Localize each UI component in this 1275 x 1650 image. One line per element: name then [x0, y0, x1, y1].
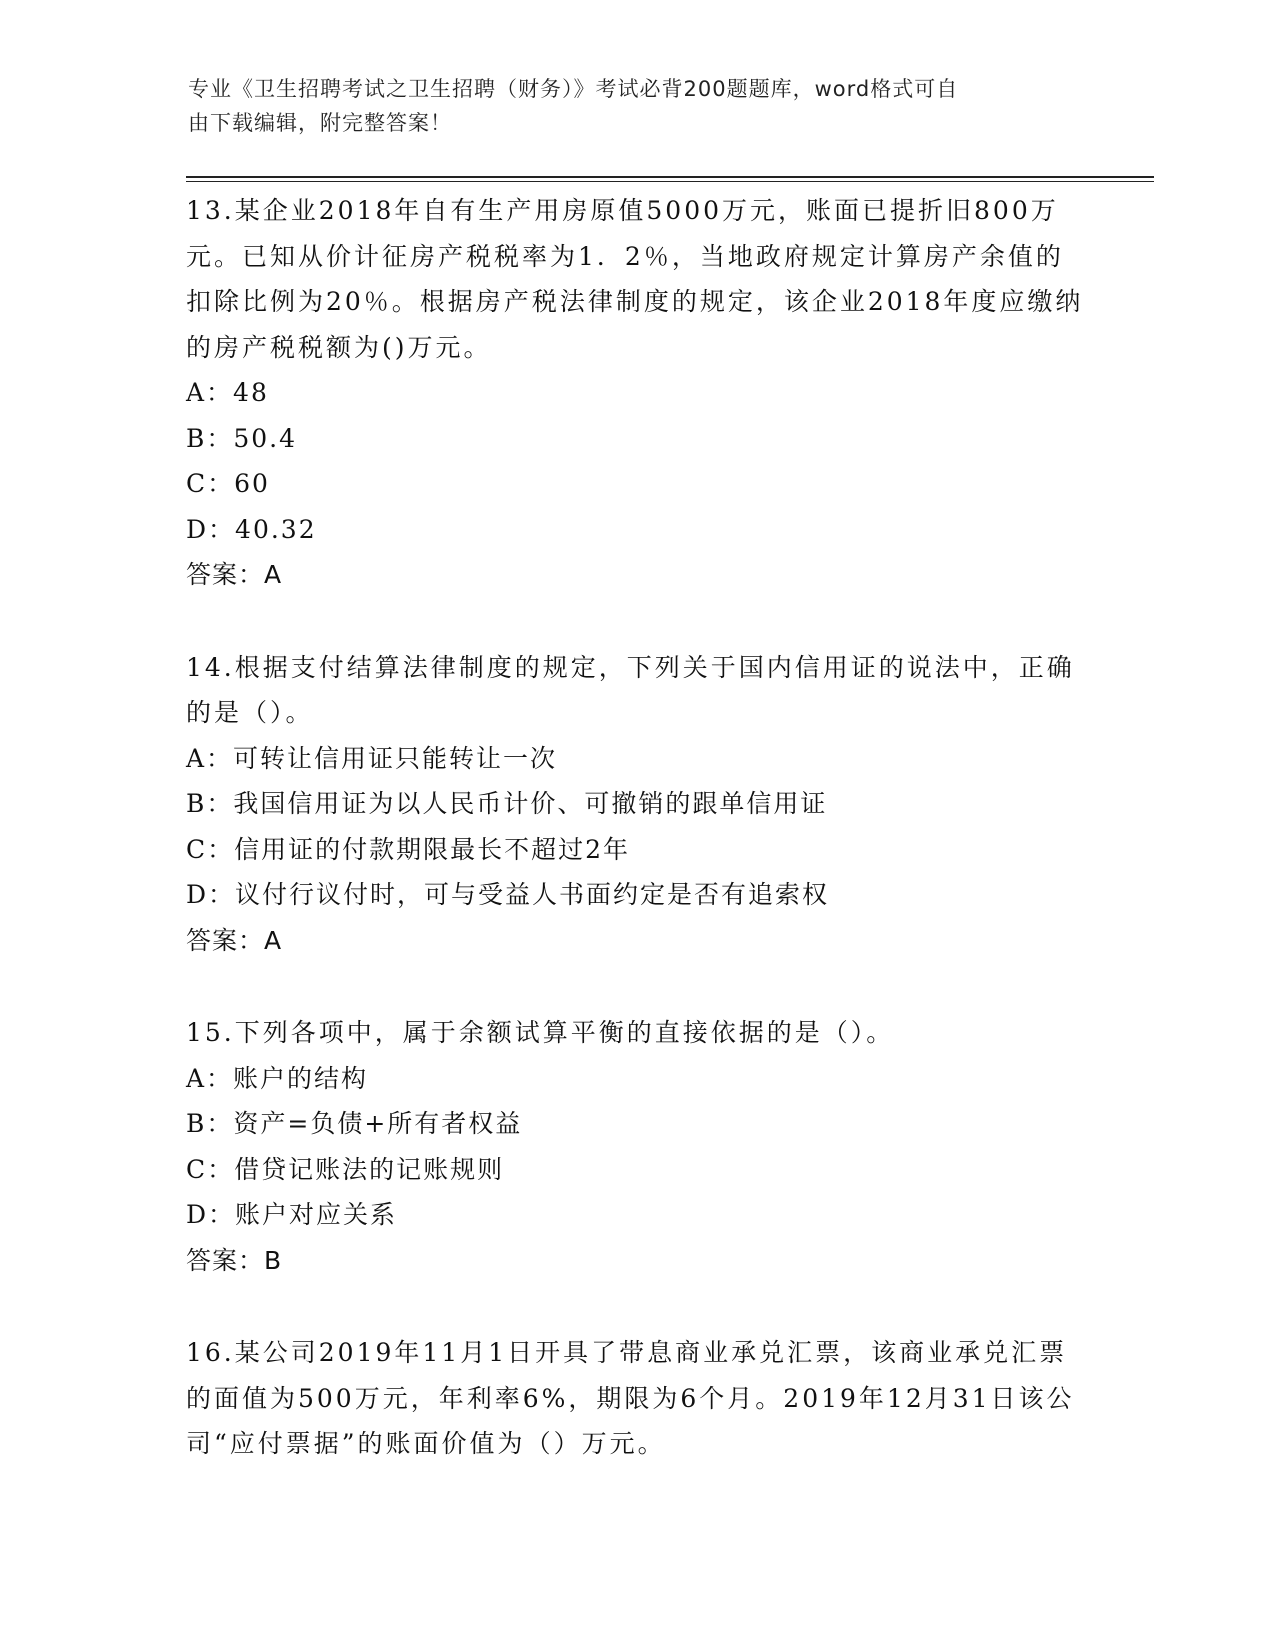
question-stem: 15.下列各项中，属于余额试算平衡的直接依据的是（）。	[186, 1018, 895, 1047]
answer: 答案：A	[186, 560, 283, 589]
option-d: D：议付行议付时，可与受益人书面约定是否有追索权	[186, 880, 830, 909]
option-a: A：48	[186, 378, 269, 407]
option-a: A：可转让信用证只能转让一次	[186, 743, 558, 773]
question-16	[186, 1330, 1086, 1467]
spacer	[186, 963, 1086, 1010]
option-b: B：资产=负债+所有者权益	[186, 1109, 523, 1138]
option-c: C：借贷记账法的记账规则	[186, 1154, 505, 1184]
question-list	[186, 188, 1086, 1467]
header-rule-thick	[186, 176, 1154, 178]
option-c: C：信用证的付款期限最长不超过2年	[186, 834, 631, 864]
option-b: B：50.4	[186, 423, 298, 453]
option-d: D：账户对应关系	[186, 1200, 398, 1229]
answer: 答案：A	[186, 925, 283, 955]
header-line-1: 专业《卫生招聘考试之卫生招聘（财务）》考试必背200题题库，word格式可自	[188, 77, 959, 101]
option-c: C：60	[186, 469, 270, 498]
header-line-2: 由下载编辑，附完整答案！	[188, 111, 452, 135]
question-14	[186, 645, 1086, 964]
option-a: A：账户的结构	[186, 1063, 369, 1093]
question-13	[186, 188, 1086, 598]
option-b: B：我国信用证为以人民币计价、可撤销的跟单信用证	[186, 789, 828, 818]
document-header	[188, 72, 1068, 140]
question-stem: 14.根据支付结算法律制度的规定，下列关于国内信用证的说法中，正确的是（）。	[186, 652, 1075, 727]
answer: 答案：B	[186, 1245, 283, 1275]
spacer	[186, 1283, 1086, 1330]
question-stem: 16.某公司2019年11月1日开具了带息商业承兑汇票，该商业承兑汇票的面值为500万元，年利率6%，期限为6个月。2019年12月31日该公司“应付票据”的账面价值为（）万元。	[186, 1338, 1075, 1458]
option-d: D：40.32	[186, 514, 317, 544]
header-rule-thin	[186, 181, 1154, 182]
spacer	[186, 598, 1086, 645]
question-15	[186, 1010, 1086, 1283]
question-stem: 13.某企业2018年自有生产用房原值5000万元，账面已提折旧800万元。已知从价计征房产税税率为1．2％，当地政府规定计算房产余值的扣除比例为20％。根据房产税法律制度的规定，该企业2018年度应缴纳的房产税税额为()万元。	[186, 196, 1084, 362]
